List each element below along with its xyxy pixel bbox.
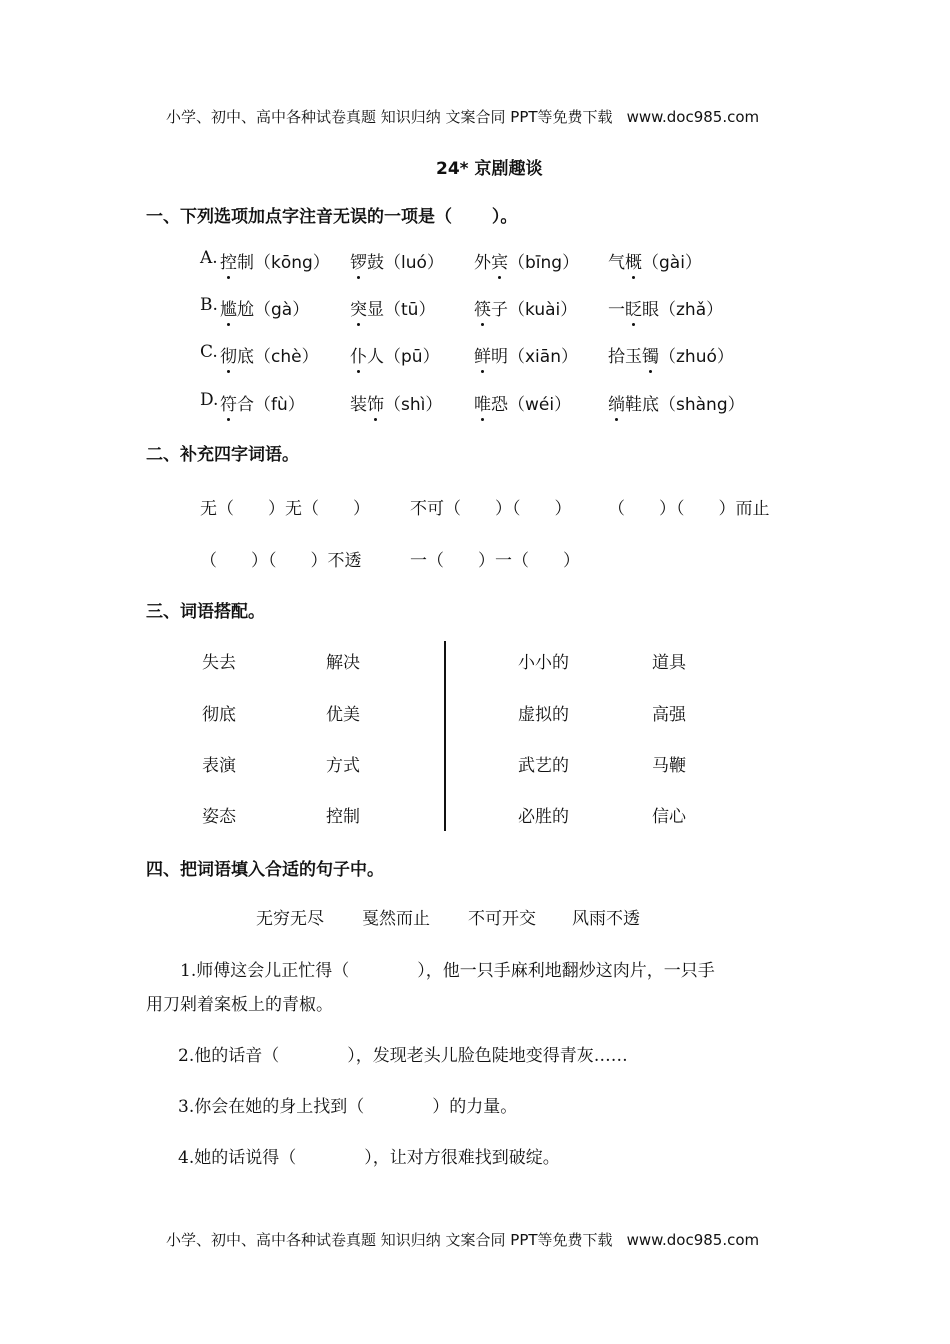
q1-option-word — [474, 342, 578, 367]
pinyin: （bīng） — [508, 253, 580, 273]
q1-option-label: A. — [200, 248, 218, 268]
dotted-char: 突 — [350, 295, 367, 320]
word-part: 恐 — [491, 395, 508, 415]
q3-right-col2-4: 信心 — [652, 807, 686, 827]
q3-right-col1-3: 武艺的 — [518, 756, 569, 776]
dotted-char: 饰 — [367, 390, 384, 415]
dotted-char: 眨 — [625, 295, 642, 320]
q1-option-word — [608, 295, 723, 320]
pinyin: （kuài） — [508, 300, 578, 320]
q3-heading: 三、词语搭配。 — [146, 602, 265, 622]
q3-left-col2-1: 解决 — [326, 653, 360, 673]
pinyin: （gài） — [642, 253, 702, 273]
pinyin: （pū） — [384, 347, 440, 367]
q1-option-word — [608, 342, 734, 367]
q3-left-col2-4: 控制 — [326, 807, 360, 827]
q4-word-3: 不可开交 — [468, 909, 536, 929]
word-part: 显 — [367, 300, 384, 320]
pinyin: （zhǎ） — [659, 300, 724, 320]
pinyin: （gà） — [254, 300, 310, 320]
q1-option-word — [220, 342, 319, 367]
q3-right-col2-3: 马鞭 — [652, 756, 686, 776]
dotted-char: 锣 — [350, 248, 367, 273]
word-part: 鞋底 — [625, 395, 659, 415]
q3-left-col1-2: 彻底 — [202, 705, 236, 725]
q4-word-2: 戛然而止 — [362, 909, 430, 929]
header-url[interactable]: www.doc985.com — [626, 108, 760, 126]
q3-left-col2-3: 方式 — [326, 756, 360, 776]
word-part: 合 — [237, 395, 254, 415]
q1-option-word — [220, 295, 309, 320]
q2-row1-item-2: 不可（ ）（ ） — [410, 499, 572, 519]
page-title: 24* 京剧趣谈 — [436, 159, 543, 179]
word-part: 制 — [237, 253, 254, 273]
q4-word-4: 风雨不透 — [572, 909, 640, 929]
q1-heading: 一、下列选项加点字注音无误的一项是（ ）。 — [146, 207, 518, 227]
header-text: 小学、初中、高中各种试卷真题 知识归纳 文案合同 PPT等免费下载 — [166, 108, 613, 126]
pinyin: （tū） — [384, 300, 436, 320]
pinyin: （xiān） — [508, 347, 578, 367]
dotted-char: 概 — [625, 248, 642, 273]
q3-right-col1-4: 必胜的 — [518, 807, 569, 827]
q4-sentence-2: 2.他的话音（ ），发现老头儿脸色陡地变得青灰…… — [178, 1046, 628, 1066]
q1-option-label: C. — [200, 342, 218, 362]
page-footer — [166, 1229, 759, 1250]
q4-word-1: 无穷无尽 — [256, 909, 324, 929]
pinyin: （kōng） — [254, 253, 330, 273]
pinyin: （zhuó） — [659, 347, 734, 367]
q1-option-word — [350, 248, 444, 273]
pinyin: （shì） — [384, 395, 443, 415]
word-part: 拾玉 — [608, 347, 642, 367]
pinyin: （luó） — [384, 253, 444, 273]
q3-left-col1-3: 表演 — [202, 756, 236, 776]
q2-row2-item-2: 一（ ）一（ ） — [410, 551, 580, 571]
q1-option-word — [220, 390, 305, 415]
word-part: 明 — [491, 347, 508, 367]
q1-option-word — [474, 390, 571, 415]
q1-option-word — [350, 295, 435, 320]
q1-option-label: B. — [200, 295, 218, 315]
q3-left-col2-2: 优美 — [326, 705, 360, 725]
q3-right-col2-2: 高强 — [652, 705, 686, 725]
pinyin: （shàng） — [659, 395, 745, 415]
q4-heading: 四、把词语填入合适的句子中。 — [146, 860, 384, 880]
q4-sentence-1-line-2: 用刀剁着案板上的青椒。 — [146, 995, 333, 1015]
word-part: 尬 — [237, 300, 254, 320]
dotted-char: 宾 — [491, 248, 508, 273]
footer-text: 小学、初中、高中各种试卷真题 知识归纳 文案合同 PPT等免费下载 — [166, 1231, 613, 1249]
q3-right-col1-1: 小小的 — [518, 653, 569, 673]
q1-option-word — [350, 390, 442, 415]
word-part: 气 — [608, 253, 625, 273]
q3-left-col1-1: 失去 — [202, 653, 236, 673]
q4-sentence-1-line-1: 1.师傅这会儿正忙得（ ），他一只手麻利地翻炒这肉片，一只手 — [180, 961, 715, 981]
q1-option-word — [474, 295, 577, 320]
q3-right-col1-2: 虚拟的 — [518, 705, 569, 725]
dotted-char: 彻 — [220, 342, 237, 367]
dotted-char: 绱 — [608, 390, 625, 415]
pinyin: （chè） — [254, 347, 319, 367]
word-part: 鼓 — [367, 253, 384, 273]
q3-left-col1-4: 姿态 — [202, 807, 236, 827]
q2-row1-item-1: 无（ ）无（ ） — [200, 499, 370, 519]
word-part: 一 — [608, 300, 625, 320]
dotted-char: 唯 — [474, 390, 491, 415]
q2-heading: 二、补充四字词语。 — [146, 445, 299, 465]
dotted-char: 控 — [220, 248, 237, 273]
q3-divider — [444, 641, 446, 831]
page-header — [166, 106, 759, 127]
word-part: 底 — [237, 347, 254, 367]
footer-url[interactable]: www.doc985.com — [626, 1231, 760, 1249]
q1-option-word — [350, 342, 440, 367]
word-part: 装 — [350, 395, 367, 415]
word-part: 人 — [367, 347, 384, 367]
q1-option-word — [608, 248, 702, 273]
dotted-char: 镯 — [642, 342, 659, 367]
q1-option-label: D. — [200, 390, 219, 410]
word-part: 子 — [491, 300, 508, 320]
dotted-char: 筷 — [474, 295, 491, 320]
q4-sentence-3: 3.你会在她的身上找到（ ）的力量。 — [178, 1097, 518, 1117]
q2-row2-item-1: （ ）（ ）不透 — [200, 551, 362, 571]
word-part: 外 — [474, 253, 491, 273]
q4-sentence-4: 4.她的话说得（ ），让对方很难找到破绽。 — [178, 1148, 560, 1168]
q1-option-word — [474, 248, 579, 273]
dotted-char: 符 — [220, 390, 237, 415]
word-part: 眼 — [642, 300, 659, 320]
dotted-char: 鲜 — [474, 342, 491, 367]
q1-option-word — [608, 390, 745, 415]
dotted-char: 尴 — [220, 295, 237, 320]
q2-row1-item-3: （ ）（ ）而止 — [608, 499, 770, 519]
q1-option-word — [220, 248, 330, 273]
pinyin: （wéi） — [508, 395, 572, 415]
pinyin: （fù） — [254, 395, 305, 415]
q3-right-col2-1: 道具 — [652, 653, 686, 673]
dotted-char: 仆 — [350, 342, 367, 367]
